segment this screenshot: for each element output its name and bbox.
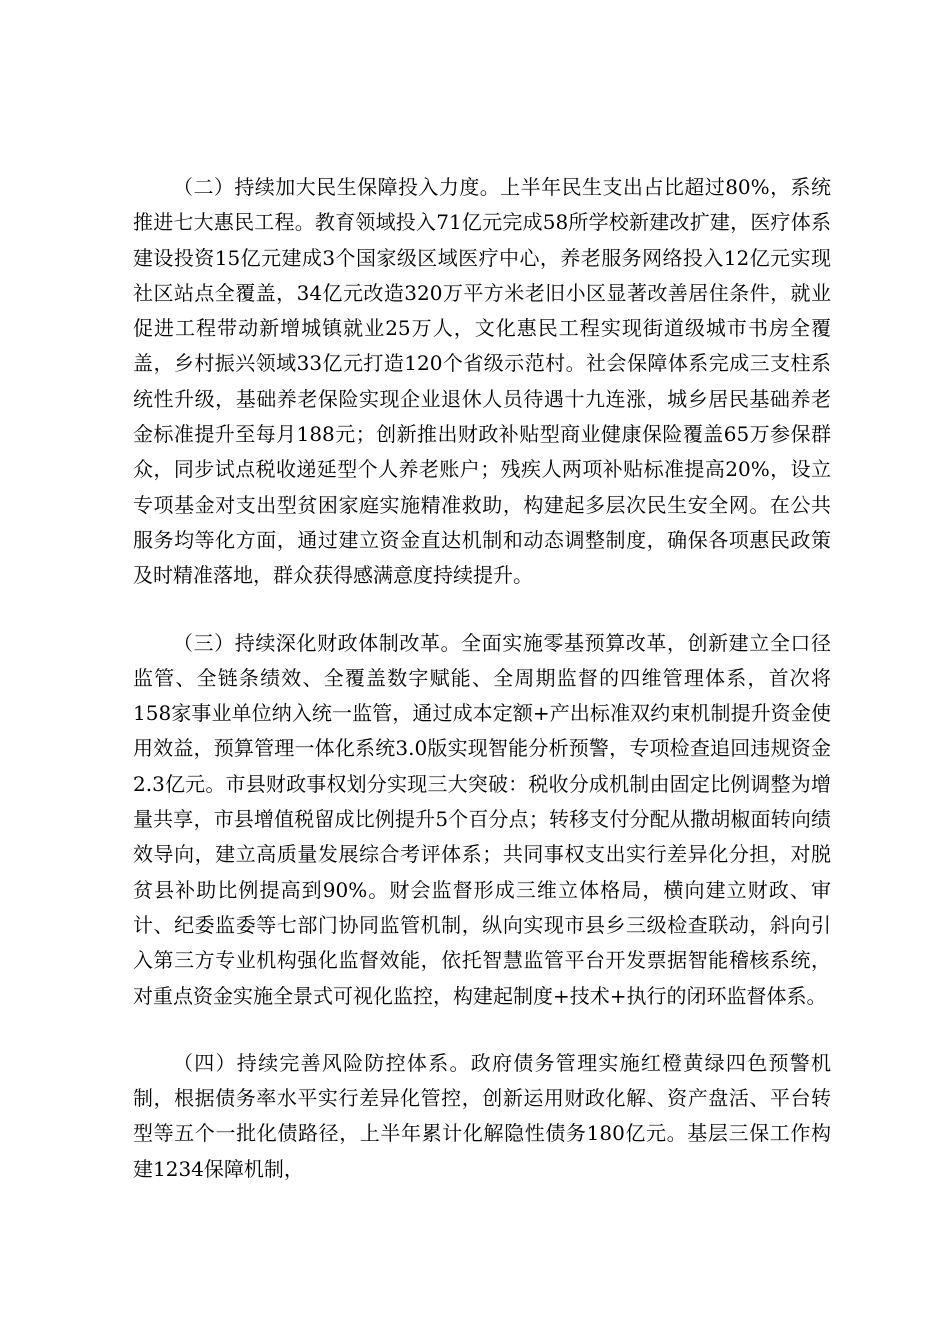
paragraph-gap (133, 1014, 831, 1046)
document-body (133, 170, 831, 1187)
paragraph-fiscal-reform: （三）持续深化财政体制改革。全面实施零基预算改革，创新建立全口径监管、全链条绩效、全覆盖数字赋能、全周期监督的四维管理体系，首次将158家事业单位纳入统一监管，通过成本定额+产出标准双约束机制提升资金使用效益，预算管理一体化系统3.0版实现智能分析预警，专项检查追回违规资金2.3亿元。市县财政事权划分实现三大突破：税收分成机制由固定比例调整为增量共享，市县增值税留成比例提升5个百分点；转移支付分配从撒胡椒面转向绩效导向，建立高质量发展综合考评体系；共同事权支出实行差异化分担，对脱贫县补助比例提高到90%。财会监督形成三维立体格局，横向建立财政、审计、纪委监委等七部门协同监管机制，纵向实现市县乡三级检查联动，斜向引入第三方专业机构强化监督效能，依托智慧监管平台开发票据智能稽核系统，对重点资金实施全景式可视化监控，构建起制度+技术+执行的闭环监督体系。 (133, 630, 831, 1008)
paragraph-livelihood: （二）持续加大民生保障投入力度。上半年民生支出占比超过80%，系统推进七大惠民工程。教育领域投入71亿元完成58所学校新建改扩建，医疗体系建设投资15亿元建成3个国家级区域医疗中心，养老服务网络投入12亿元实现社区站点全覆盖，34亿元改造320万平方米老旧小区显著改善居住条件，就业促进工程带动新增城镇就业25万人，文化惠民工程实现街道级城市书房全覆盖，乡村振兴领域33亿元打造120个省级示范村。社会保障体系完成三支柱系统性升级，基础养老保险实现企业退休人员待遇十九连涨，城乡居民基础养老金标准提升至每月188元；创新推出财政补贴型商业健康保险覆盖65万参保群众，同步试点税收递延型个人养老账户；残疾人两项补贴标准提高20%，设立专项基金对支出型贫困家庭实施精准救助，构建起多层次民生安全网。在公共服务均等化方面，通过建立资金直达机制和动态调整制度，确保各项惠民政策及时精准落地，群众获得感满意度持续提升。 (133, 175, 831, 588)
paragraph-risk-control: （四）持续完善风险防控体系。政府债务管理实施红橙黄绿四色预警机制，根据债务率水平实行差异化管控，创新运用财政化解、资产盘活、平台转型等五个一批化债路径，上半年累计化解隐性债务180亿元。基层三保工作构建1234保障机制， (133, 1050, 831, 1181)
paragraph-gap (133, 594, 831, 626)
